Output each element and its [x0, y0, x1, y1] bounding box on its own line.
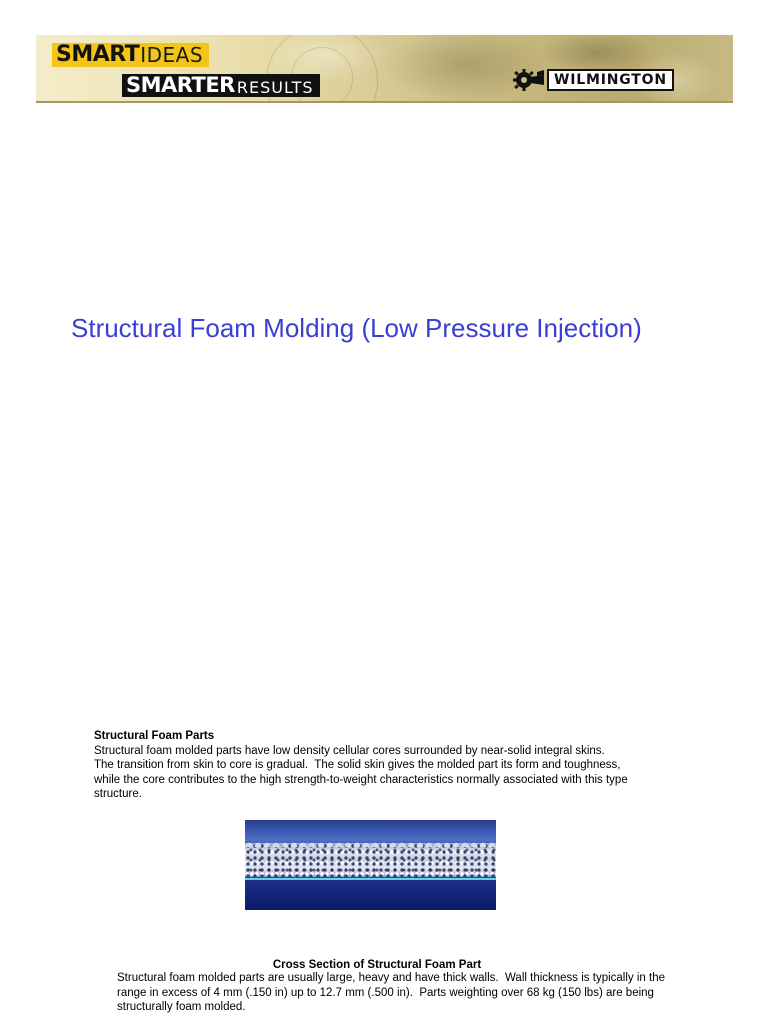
paragraph-line: Structural foam molded parts are usually large, heavy and have thick walls. Wall thickness is typically in the — [117, 972, 665, 984]
company-name: WILMINGTON — [554, 72, 667, 88]
body-paragraph — [94, 744, 714, 802]
structural-foam-parts-section — [94, 729, 714, 802]
paragraph-line: while the core contributes to the high strength-to-weight characteristics normally associated with this type — [94, 773, 628, 786]
paragraph-line: structure. — [94, 788, 142, 801]
smart-ideas-bar — [52, 43, 209, 67]
section-heading: Structural Foam Parts — [94, 730, 215, 742]
wilmington-logo — [511, 68, 674, 92]
ideas-word: IDEAS — [140, 43, 204, 67]
smart-ideas-logo — [52, 43, 209, 67]
smarter-word: SMARTER — [126, 73, 235, 97]
paragraph-line: Structural foam molded parts have low density cellular cores surrounded by near-solid integral skins. — [94, 744, 605, 757]
foam-core-edge — [245, 840, 496, 847]
wilmington-gear-icon — [511, 68, 545, 92]
paragraph-line: range in excess of 4 mm (.150 in) up to 12.7 mm (.500 in). Parts weighting over 68 kg (150 lbs) are being — [117, 986, 654, 999]
results-word: RESULTS — [236, 77, 314, 97]
page-title: Structural Foam Molding (Low Pressure Injection) — [71, 313, 642, 343]
smarter-results-logo — [122, 74, 320, 97]
bottom-skin-layer — [245, 880, 496, 910]
figure-caption: Cross Section of Structural Foam Part — [272, 959, 482, 971]
cross-section-photo — [245, 820, 496, 910]
smart-word: SMART — [56, 42, 140, 67]
header-banner — [36, 35, 733, 103]
paragraph-line: The transition from skin to core is gradual. The solid skin gives the molded part its form and toughness, — [94, 759, 621, 772]
closing-paragraph — [117, 971, 737, 1015]
paragraph-line: structurally foam molded. — [117, 1001, 246, 1014]
wilmington-wordmark — [547, 69, 674, 91]
foam-core-layer — [245, 843, 496, 877]
